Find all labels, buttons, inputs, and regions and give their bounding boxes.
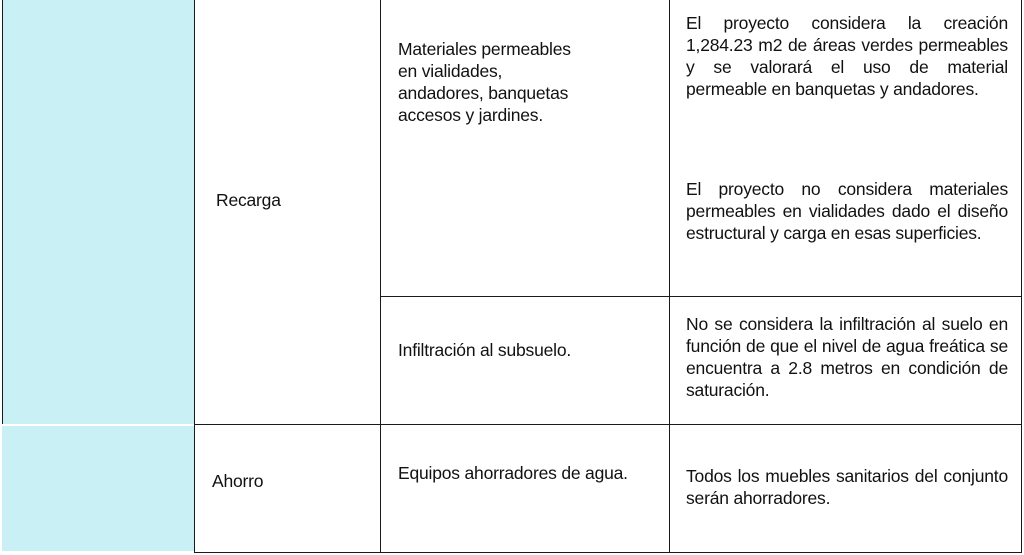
measure-line: en vialidades, — [398, 61, 503, 81]
description-areas-verdes: El proyecto considera la creación 1,284.23 m2 de áreas verdes permeables y se valorará el uso de material permeable en banquetas y andadores. — [686, 13, 1008, 99]
table-left-border — [2, 0, 3, 424]
measure-equipos-ahorradores: Equipos ahorradores de agua. — [398, 463, 628, 483]
measure-line: andadores, banquetas — [398, 83, 569, 103]
ahorro-shade-cell — [2, 426, 194, 551]
column-divider-1 — [194, 0, 195, 553]
recarga-shade-cell — [2, 0, 194, 424]
measure-infiltracion: Infiltración al subsuelo. — [398, 340, 572, 360]
category-recarga: Recarga — [216, 190, 281, 210]
column-divider-3 — [669, 0, 670, 553]
item-row-divider — [380, 296, 1022, 297]
category-ahorro: Ahorro — [212, 471, 264, 491]
category-row-divider — [194, 424, 1022, 425]
measure-materiales-permeables — [398, 38, 658, 126]
table-bottom-border — [194, 552, 1022, 553]
measure-line: accesos y jardines. — [398, 105, 544, 125]
table-right-border — [1021, 0, 1022, 553]
description-vialidades: El proyecto no considera materiales permeables en vialidades dado el diseño estructural y carga en esas superficies. — [686, 179, 1008, 243]
measure-line: Materiales permeables — [398, 39, 571, 59]
column-divider-2 — [380, 0, 381, 553]
description-ahorradores: Todos los muebles sanitarios del conjunto serán ahorradores. — [686, 466, 1008, 508]
description-infiltracion: No se considera la infiltración al suelo en función de que el nivel de agua freática se encuentra a 2.8 metros en condición de saturación. — [686, 314, 1008, 400]
